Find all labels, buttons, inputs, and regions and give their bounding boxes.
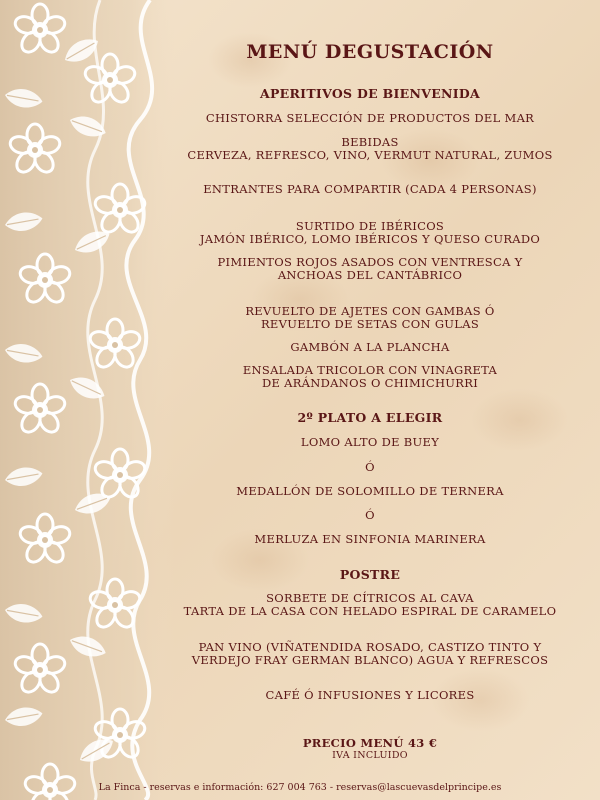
- menu-content: [160, 0, 580, 800]
- merluza-item: MERLUZA EN SINFONIA MARINERA: [254, 532, 486, 546]
- medallon-item: MEDALLÓN DE SOLOMILLO DE TERNERA: [236, 484, 504, 498]
- gambon-item: GAMBÓN A LA PLANCHA: [290, 340, 450, 354]
- aperitivos-heading: APERITIVOS DE BIENVENIDA: [259, 86, 481, 101]
- menu-title: MENÚ DEGUSTACIÓN: [246, 41, 494, 63]
- or-separator-1: Ó: [365, 460, 375, 474]
- revuelto-line-2: REVUELTO DE SETAS CON GULAS: [260, 317, 480, 331]
- lomo-item: LOMO ALTO DE BUEY: [300, 435, 440, 449]
- segundo-plato-heading: 2º PLATO A ELEGIR: [297, 410, 443, 425]
- bebidas-title: BEBIDAS: [341, 135, 399, 149]
- sorbete-item: SORBETE DE CÍTRICOS AL CAVA: [266, 591, 474, 605]
- ibericos-line-1: SURTIDO DE IBÉRICOS: [295, 219, 445, 233]
- chistorra-item: CHISTORRA SELECCIÓN DE PRODUCTOS DEL MAR: [205, 111, 535, 125]
- pimientos-line-1: PIMIENTOS ROJOS ASADOS CON VENTRESCA Y: [217, 255, 523, 269]
- lace-border-decoration: [0, 0, 175, 800]
- footer-contact: La Finca - reservas e información: 627 004 763 - reservas@lascuevasdelprincipe.es: [98, 782, 502, 793]
- ensalada-line-1: ENSALADA TRICOLOR CON VINAGRETA: [242, 363, 498, 377]
- cafe-item: CAFÉ Ó INFUSIONES Y LICORES: [265, 688, 475, 702]
- postre-heading: POSTRE: [339, 567, 401, 582]
- ensalada-line-2: DE ARÁNDANOS O CHIMICHURRI: [261, 376, 479, 390]
- pimientos-line-2: ANCHOAS DEL CANTÁBRICO: [277, 268, 463, 282]
- ibericos-line-2: JAMÓN IBÉRICO, LOMO IBÉRICOS Y QUESO CURADO: [199, 232, 541, 246]
- or-separator-2: Ó: [365, 508, 375, 522]
- pan-vino-line-2: VERDEJO FRAY GERMAN BLANCO) AGUA Y REFRESCOS: [191, 653, 549, 667]
- pan-vino-line-1: PAN VINO (VIÑATENDIDA ROSADO, CASTIZO TINTO Y: [198, 640, 542, 654]
- iva-incluido: IVA INCLUIDO: [332, 750, 408, 761]
- entrantes-item: ENTRANTES PARA COMPARTIR (CADA 4 PERSONAS): [203, 182, 537, 196]
- precio-menu: PRECIO MENÚ 43 €: [302, 736, 438, 750]
- tarta-item: TARTA DE LA CASA CON HELADO ESPIRAL DE CARAMELO: [183, 604, 557, 618]
- bebidas-list: CERVEZA, REFRESCO, VINO, VERMUT NATURAL, ZUMOS: [187, 148, 553, 162]
- revuelto-line-1: REVUELTO DE AJETES CON GAMBAS Ó: [245, 304, 495, 318]
